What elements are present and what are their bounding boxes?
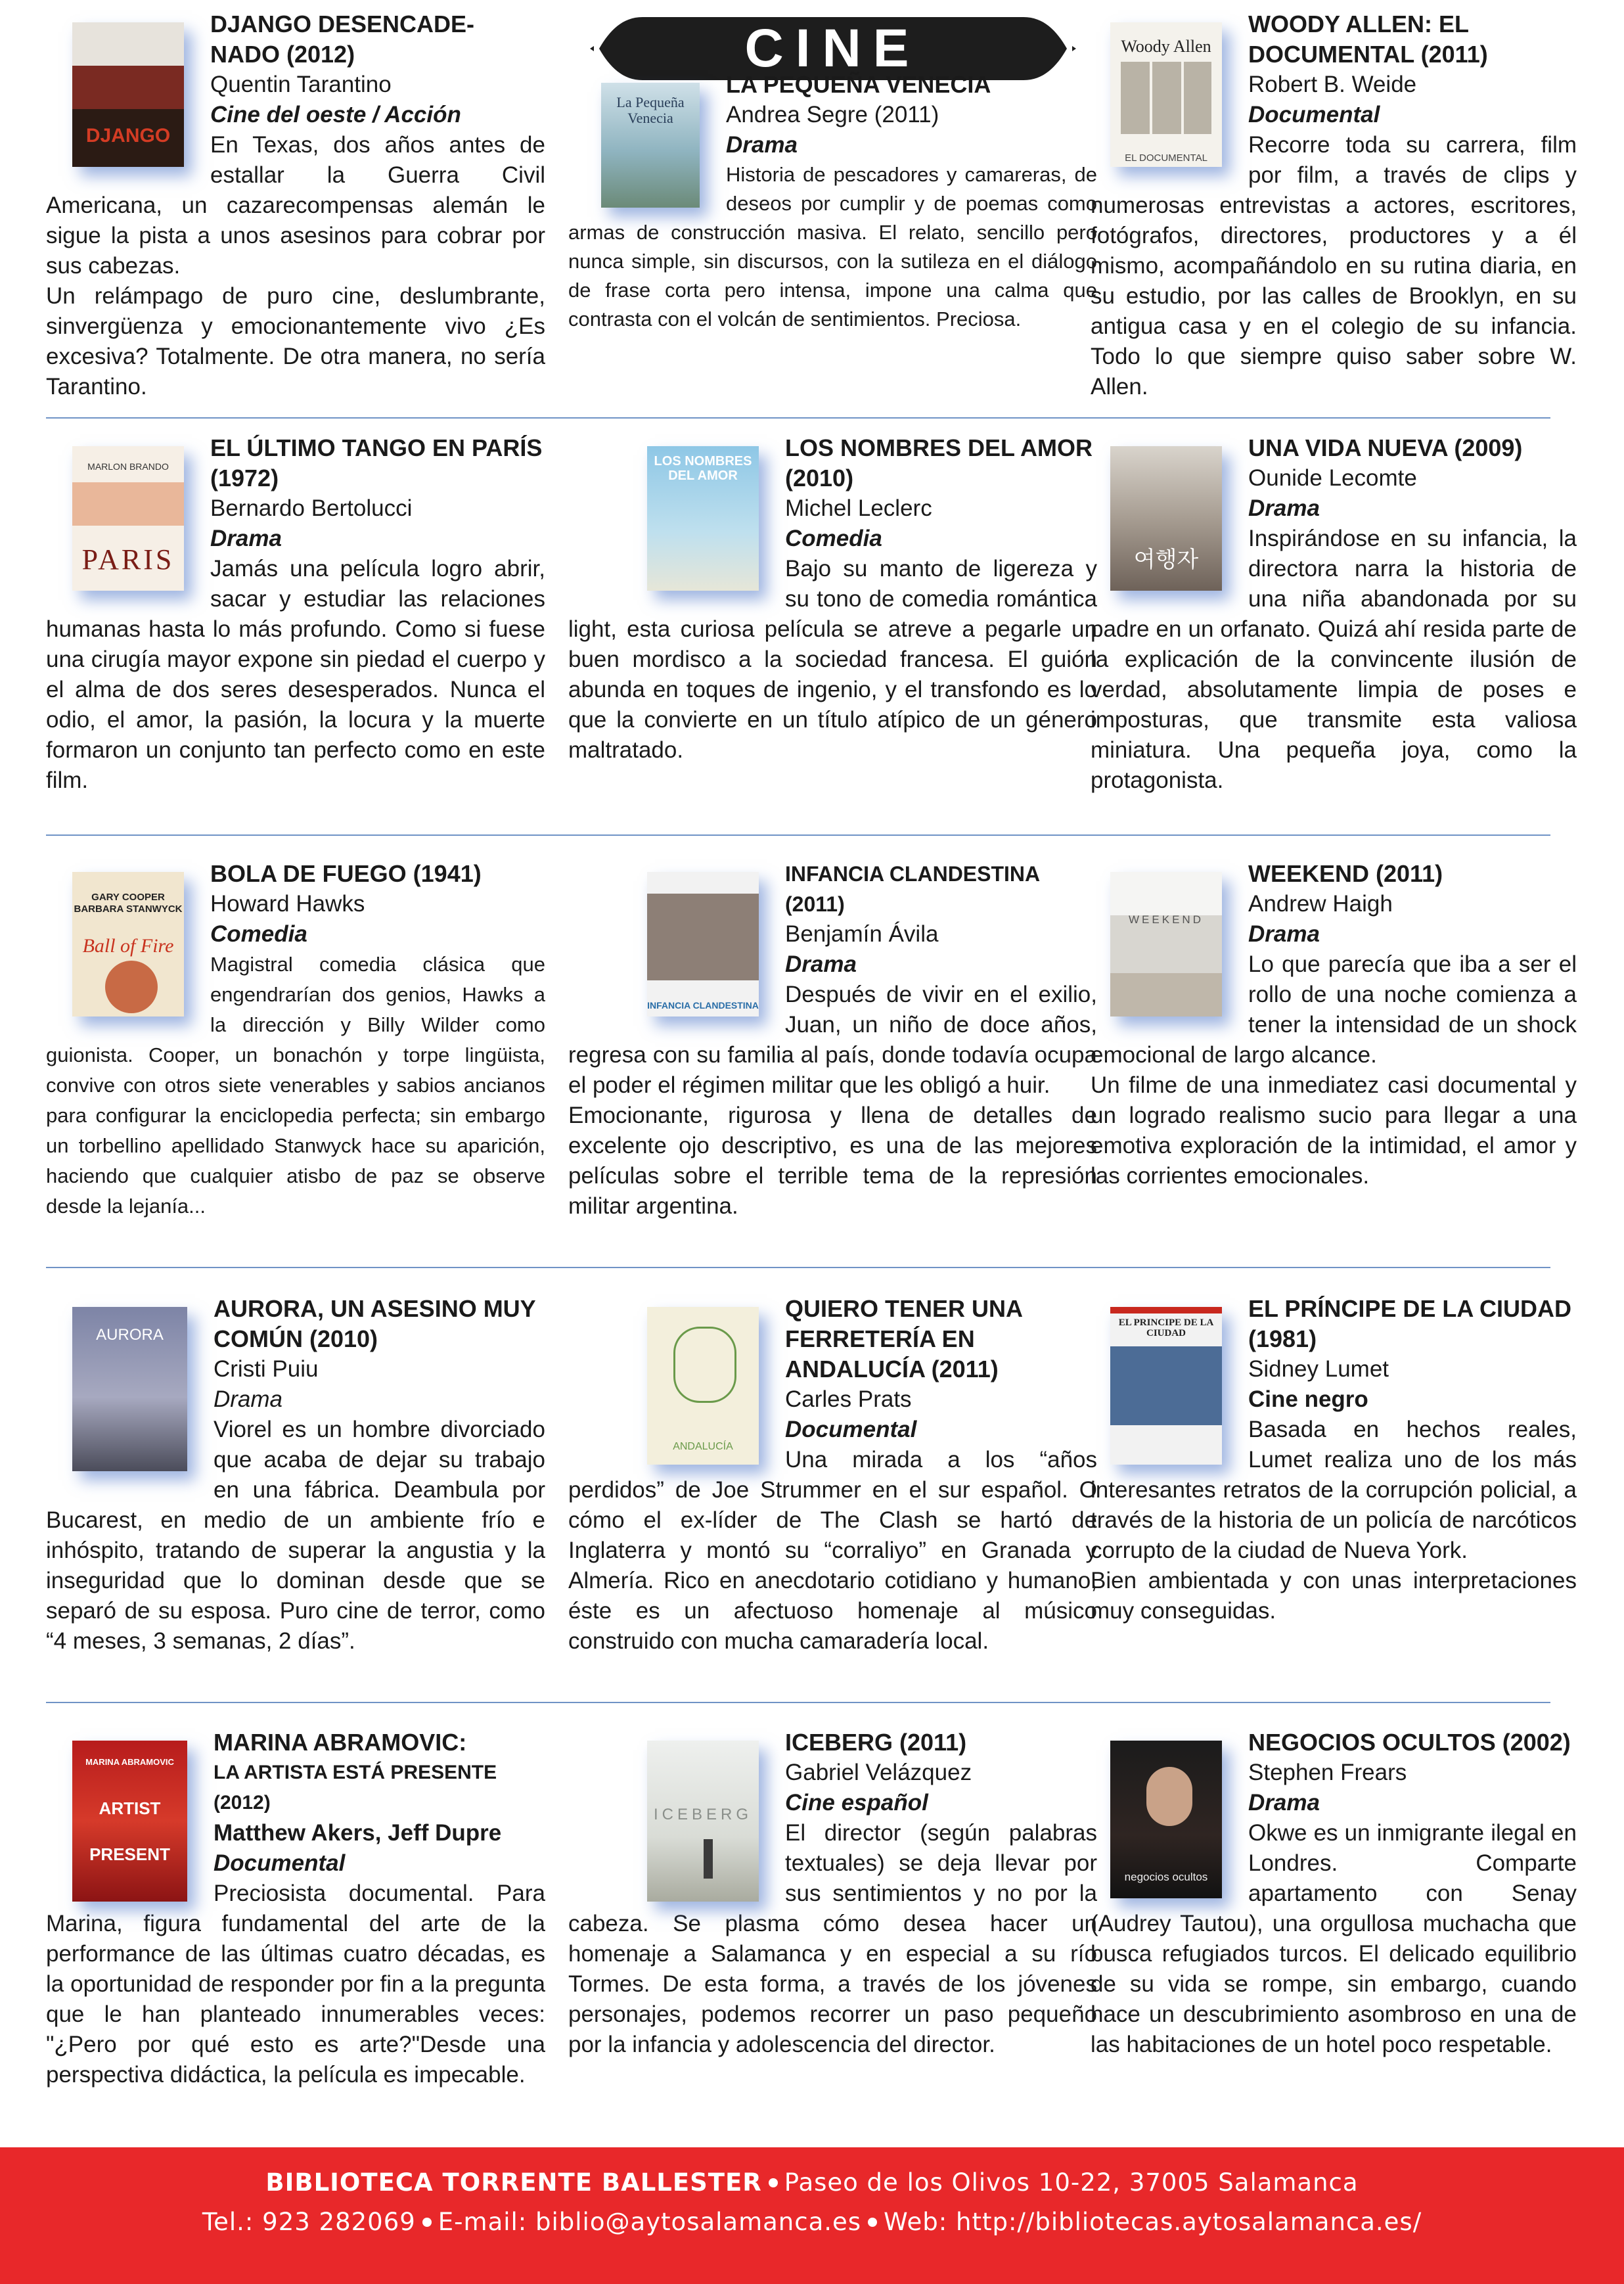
library-email[interactable]: E-mail: biblio@aytosalamanca.es: [438, 2208, 862, 2236]
row-5: [46, 1718, 1577, 2145]
film-genre: Drama: [1248, 1790, 1320, 1816]
poster-nombres-amor: [647, 446, 759, 591]
film-genre: Drama: [210, 526, 282, 551]
row-divider: [46, 417, 1550, 419]
poster-title: negocios ocultos: [1124, 1871, 1208, 1883]
bullet-icon: [769, 2178, 778, 2187]
poster-title: WEEKEND: [1129, 913, 1204, 926]
film-director: Andrea Segre (2011): [726, 102, 939, 127]
film-genre: Drama: [214, 1386, 283, 1412]
film-title: DJANGO DESENCADE- NADO (2012): [210, 11, 475, 68]
poster-subtitle-2: PRESENT: [89, 1844, 170, 1864]
poster-title: La Pequeña Venecia: [616, 94, 685, 126]
poster-title: ANDALUCÍA: [673, 1441, 733, 1452]
film-title: EL ÚLTIMO TANGO EN PARÍS (1972): [210, 434, 543, 491]
poster-aurora: [72, 1307, 187, 1471]
film-title: WOODY ALLEN: EL DOCUMENTAL (2011): [1248, 11, 1488, 68]
film-genre: Documental: [785, 1417, 917, 1442]
film-title: MARINA ABRAMOVIC:: [214, 1729, 467, 1756]
film-entry-principe-ciudad: [1091, 1294, 1577, 1626]
poster-subtitle: ARTIST: [99, 1798, 161, 1818]
film-genre: Documental: [1248, 102, 1380, 127]
row-4: [46, 1285, 1577, 1692]
row-3: [46, 850, 1577, 1264]
poster-title: GARY COOPER BARBARA STANWYCK: [74, 892, 183, 915]
film-description: Viorel es un hombre divorciado que acaba de dejar su trabajo en una fábrica. Deambula por Bucarest, en medio de un ambiente frío e inhóspito, tratando de superar la angustia y la inseguridad que lo dominan desde que se separó de su esposa. Puro cine de terror, como “4 meses, 3 semanas, 2 días”.: [46, 1417, 545, 1654]
film-description: Okwe es un inmigrante ilegal en Londres. Comparte apartamento con Senay (Audrey Tautou), una orgullosa muchacha que busca refugiados turcos. El delicado equilibrio de su vida se rompe, sin embargo, cuando hace un descubrimiento asombroso en una de las habitaciones de un hotel poco respetable.: [1091, 1820, 1577, 2057]
film-description: Bajo su manto de ligereza y su tono de comedia romántica light, esta curiosa película se atreve a pegarle un buen mordisco a la sociedad francesa. El guión abunda en toques de ingenio, y el transfondo es lo que la convierte en un título atípico de un género maltratado.: [568, 556, 1097, 763]
poster-title: Woody Allen: [1121, 37, 1211, 56]
film-description: Una mirada a los “años perdidos” de Joe Strummer en el sur español. O cómo el ex-líder de The Clash se hartó de Inglaterra y montó su “corraliyo” en Granada y Almería. Rico en anecdotario cotidiano y humano, éste es un afectuoso homenaje al músico construido con mucha camaradería local.: [568, 1447, 1097, 1654]
film-title: UNA VIDA NUEVA (2009): [1248, 434, 1523, 461]
film-director: Andrew Haigh: [1248, 891, 1393, 917]
poster-face: [1146, 1767, 1192, 1826]
poster-vida-nueva: [1110, 446, 1222, 591]
poster-title: 여행자: [1133, 547, 1199, 573]
poster-title: LOS NOMBRES DEL AMOR: [654, 454, 752, 483]
film-grid: [46, 0, 1577, 2145]
row-1: [46, 0, 1577, 421]
poster-weekend: [1110, 872, 1222, 1016]
section-title: CINE: [744, 18, 921, 78]
poster-django: [72, 22, 184, 167]
film-director: Carles Prats: [785, 1386, 912, 1412]
film-genre: Drama: [1248, 495, 1320, 521]
library-name: BIBLIOTECA TORRENTE BALLESTER: [265, 2168, 762, 2197]
film-title: LOS NOMBRES DEL AMOR (2010): [785, 434, 1093, 491]
film-entry-aurora: [46, 1294, 545, 1656]
film-title: WEEKEND (2011): [1248, 860, 1443, 887]
row-divider: [46, 1267, 1550, 1268]
film-entry-woody-allen: [1091, 9, 1577, 402]
poster-ferreteria: [647, 1307, 759, 1465]
film-director: Sidney Lumet: [1248, 1356, 1389, 1382]
film-entry-vida-nueva: [1091, 433, 1577, 796]
film-description: En Texas, dos años antes de estallar la Guerra Civil Americana, un cazarecompensas alemán le sigue la pista a unos asesinos para cobrar por sus cabezas.: [46, 132, 545, 279]
poster-title: AURORA: [96, 1326, 164, 1344]
film-genre: Cine del oeste / Acción: [210, 102, 461, 127]
film-title: ICEBERG (2011): [785, 1729, 967, 1756]
bullet-icon: [868, 2218, 877, 2227]
film-genre: Drama: [1248, 921, 1320, 947]
film-director: Matthew Akers, Jeff Dupre: [214, 1820, 502, 1846]
film-subtitle: LA ARTISTA ESTÁ PRESENTE (2012): [214, 1762, 497, 1814]
film-title: NEGOCIOS OCULTOS (2002): [1248, 1729, 1571, 1756]
poster-iceberg: [647, 1741, 759, 1902]
poster-subtitle: EL DOCUMENTAL: [1125, 152, 1207, 164]
footer-line-1: [0, 2168, 1624, 2197]
library-address: Paseo de los Olivos 10-22, 37005 Salamanca: [784, 2168, 1359, 2197]
poster-figure: [704, 1839, 713, 1879]
film-entry-django: [46, 9, 545, 402]
film-description-2: Emocionante, rigurosa y llena de detalles de excelente ojo descriptivo, es una de las mejores películas sobre el terrible tema de la represión militar argentina.: [568, 1103, 1097, 1219]
film-director: Ounide Lecomte: [1248, 465, 1417, 491]
film-genre: Cine español: [785, 1790, 928, 1816]
row-divider: [46, 1702, 1550, 1703]
film-genre: Drama: [726, 132, 798, 158]
film-description: Jamás una película logro abrir, sacar y estudiar las relaciones humanas hasta lo más profundo. Como si fuese una cirugía mayor expone sin piedad el cuerpo y el alma de dos seres desesperados. Nunca el odio, el amor, la pasión, la locura y la muerte formaron un conjunto tan perfecto como en este film.: [46, 556, 545, 793]
film-description: Recorre toda su carrera, film por film, a través de clips y numerosas entrevistas a actores, escritores, fotógrafos, directores, productores y a él mismo, acompañándolo en su rutina diaria, en su estudio, por las calles de Brooklyn, en su antigua casa y en el colegio de su infancia. Todo lo que siempre quiso saber sobre W. Allen.: [1091, 132, 1577, 400]
film-title: LA PEQUEÑA VENECIA: [726, 71, 991, 98]
film-description: Preciosista documental. Para Marina, figura fundamental del arte de la performance de las últimas cuatro décadas, es la oportunidad de responder por fin a la pregunta que le han planteado innumerables veces: "¿Pero por qué esto es arte?"Desde una perspectiva didáctica, la película es impecable.: [46, 1881, 545, 2088]
film-title: INFANCIA CLANDESTINA (2011): [785, 862, 1039, 916]
film-entry-infancia-clandestina: [568, 859, 1097, 1222]
film-director: Bernardo Bertolucci: [210, 495, 413, 521]
poster-infancia-clandestina: [647, 872, 759, 1016]
poster-subtitle: Ball of Fire: [82, 935, 174, 957]
film-director: Howard Hawks: [210, 891, 365, 917]
film-description-2: Un filme de una inmediatez casi documental y un logrado realismo sucio para llegar a una emotiva exploración de la intimidad, el amor y las corrientes emocionales.: [1091, 1072, 1577, 1189]
poster-photo-grid: [1121, 62, 1211, 134]
film-entry-negocios-ocultos: [1091, 1727, 1577, 2060]
poster-principe-ciudad: [1110, 1307, 1222, 1465]
poster-title: DJANGO: [85, 125, 171, 147]
poster-subtitle: PARIS: [81, 543, 175, 576]
film-description: Inspirándose en su infancia, la directora narra la historia de una niña abandonada por su padre en un orfanato. Quizá ahí resida parte de la explicación de la convincente ilusión de verdad, absolutamente limpia de poses e imposturas, que transmite esta valiosa miniatura. Una pequeña joya, como la protagonista.: [1091, 526, 1577, 793]
poster-pequena-venecia: [601, 83, 700, 208]
film-director: Benjamín Ávila: [785, 921, 939, 947]
film-genre: Comedia: [210, 921, 307, 947]
film-director: Michel Leclerc: [785, 495, 932, 521]
row-divider: [46, 834, 1550, 836]
film-description: El director (según palabras textuales) se deja llevar por sus sentimientos y no por la cabeza. Se plasma cómo desea hacer un homenaje a Salamanca y en especial a su río Tormes. De esta forma, a través de los jóvenes personajes, podemos recorrer un paso pequeño por la infancia y adolescencia del director.: [568, 1820, 1097, 2057]
film-title: QUIERO TENER UNA FERRETERÍA EN ANDALUCÍA (2011): [785, 1295, 1022, 1382]
film-entry-nombres-amor: [568, 433, 1097, 765]
poster-title: MARLON BRANDO: [87, 461, 169, 472]
film-entry-ferreteria: [568, 1294, 1097, 1656]
film-description: Lo que parecía que iba a ser el rollo de una noche comienza a tener la intensidad de un shock emocional de largo alcance.: [1091, 951, 1577, 1068]
film-entry-pequena-venecia: [568, 70, 1097, 334]
film-genre: Documental: [214, 1850, 346, 1876]
row-2: [46, 424, 1577, 834]
film-entry-iceberg: [568, 1727, 1097, 2060]
film-description: Basada en hechos reales, Lumet realiza uno de los más interesantes retratos de la corrupción policial, a través de la historia de un policía de narcóticos corrupto de la ciudad de Nueva York.: [1091, 1417, 1577, 1563]
film-description-2: Un relámpago de puro cine, deslumbrante, sinvergüenza y emocionantemente vivo ¿Es excesiva? Totalmente. De otra manera, no sería Tarantino.: [46, 283, 545, 400]
poster-ultimo-tango: [72, 446, 184, 591]
film-director: Robert B. Weide: [1248, 72, 1417, 97]
poster-top-stripe: [1110, 1307, 1222, 1313]
poster-title: EL PRINCIPE DE LA CIUDAD: [1118, 1317, 1214, 1338]
film-director: Stephen Frears: [1248, 1760, 1407, 1785]
film-director: Gabriel Velázquez: [785, 1760, 972, 1785]
film-genre: Drama: [785, 951, 857, 977]
film-title: EL PRÍNCIPE DE LA CIUDAD (1981): [1248, 1295, 1572, 1352]
bullet-icon: [422, 2218, 432, 2227]
film-genre: Comedia: [785, 526, 882, 551]
poster-figure: [105, 961, 158, 1013]
poster-negocios-ocultos: [1110, 1741, 1222, 1898]
film-description: Después de vivir en el exilio, Juan, un niño de doce años, regresa con su familia al país, donde todavía ocupa el poder el régimen militar que les obligó a huir.: [568, 982, 1097, 1098]
film-entry-marina-abramovic: [46, 1727, 545, 2090]
library-phone: Tel.: 923 282069: [202, 2208, 416, 2236]
film-entry-ultimo-tango: [46, 433, 545, 796]
film-director: Quentin Tarantino: [210, 72, 392, 97]
film-entry-weekend: [1091, 859, 1577, 1191]
footer: [0, 2147, 1624, 2284]
library-web[interactable]: Web: http://bibliotecas.aytosalamanca.es/: [884, 2208, 1422, 2236]
film-genre: Cine negro: [1248, 1386, 1368, 1412]
footer-line-2: [0, 2208, 1624, 2236]
poster-title: ICEBERG: [653, 1806, 753, 1823]
film-description-2: Bien ambientada y con unas interpretaciones muy conseguidas.: [1091, 1568, 1577, 1624]
film-description: Magistral comedia clásica que engendrarían dos genios, Hawks a la dirección y Billy Wilder como guionista. Cooper, un bonachón y torpe lingüista, convive con otros siete venerables y sabios ancianos para configurar la enciclopedia perfecta; sin embargo un torbellino apellidado Stanwyck hace su aparición, haciendo que cualquier atisbo de paz se observe desde la lejanía...: [46, 953, 545, 1218]
film-entry-bola-de-fuego: [46, 859, 545, 1222]
poster-drawing: [673, 1327, 736, 1403]
film-title: AURORA, UN ASESINO MUY COMÚN (2010): [214, 1295, 536, 1352]
poster-title: INFANCIA CLANDESTINA: [647, 1000, 759, 1011]
film-description: Historia de pescadores y camareras, de deseos por cumplir y de poemas como armas de construcción masiva. El relato, sencillo pero nunca simple, sin discursos, con la sutileza en el diálogo de frase corta pero intensa, impone una calma que contrasta con el volcán de sentimientos. Preciosa.: [568, 163, 1097, 331]
poster-bola-de-fuego: [72, 872, 184, 1016]
poster-woody-allen: [1110, 22, 1222, 167]
poster-marina-abramovic: [72, 1741, 187, 1902]
film-director: Cristi Puiu: [214, 1356, 319, 1382]
film-title: BOLA DE FUEGO (1941): [210, 860, 482, 887]
poster-title: MARINA ABRAMOVIC: [85, 1757, 174, 1767]
